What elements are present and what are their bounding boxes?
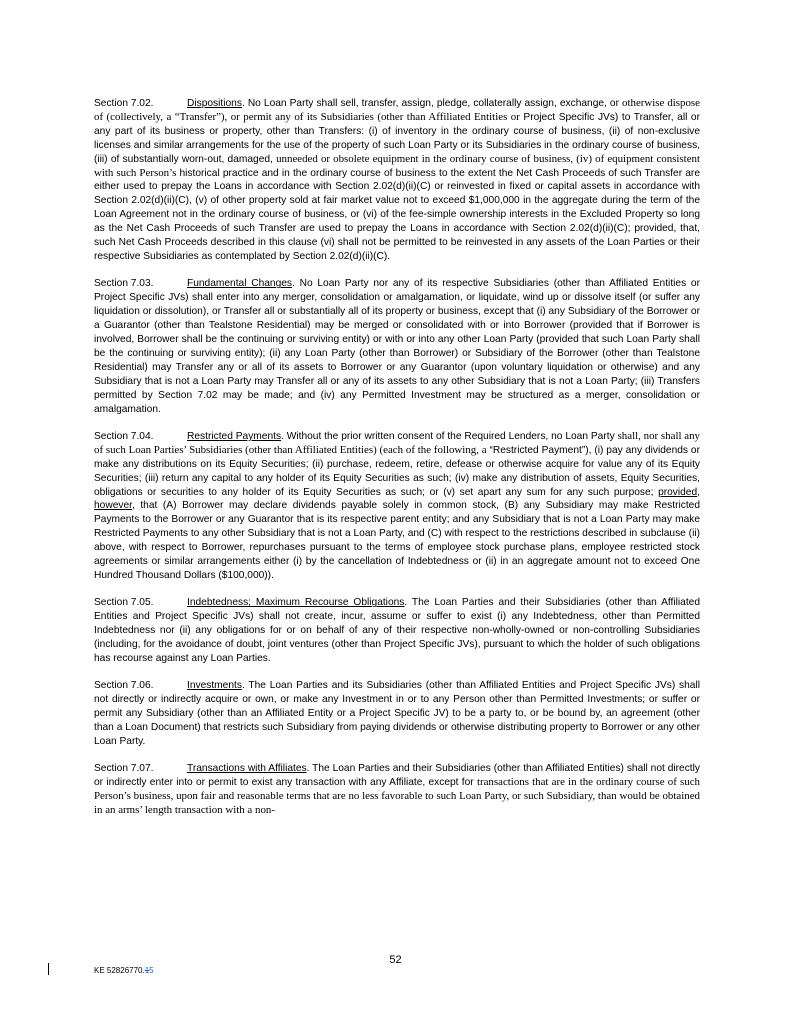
section-number: Section 7.04. <box>94 430 154 442</box>
section-heading: Investments <box>187 680 242 692</box>
section-7-06 <box>94 679 700 749</box>
section-number: Section 7.06. <box>94 680 154 692</box>
section-text: , <box>697 486 700 498</box>
section-text: transactions that are in the ordinary course of such Person’s business, upon fair and reasonable terms that are no less favorable to such Loan Party, or such Subsidiary, than would be obtained in an arms’ length transaction with a non- <box>94 776 700 817</box>
section-text: . No Loan Party nor any of its respective Subsidiaries (other than Affiliated Entities or Project Specific JVs) shall enter into any merger, consolidation or amalgamation, or liquidate, wind up or dissolve itself (or suffer any liquidation or dissolution), or Transfer all or substantially all of its property or business, except that (i) any Subsidiary of the Borrower or a Guarantor (other than Tealstone Residential) may be merged or consolidated with or into Borrower (provided that if Borrower is involved, Borrower shall be the continuing or surviving entity) or with or into any other Loan Party (provided that such Loan Party shall be the continuing or surviving entity); (ii) any Loan Party (other than Borrower) or Subsidiary of the Borrower (other than Tealstone Residential) may Transfer any or all of its assets to Borrower or any Guarantor (upon voluntary liquidation or otherwise) and any Subsidiary that is not a Loan Party may Transfer all or any of its assets to any other Subsidiary that is not a Loan Party; (iii) Transfers permitted by Section 7.02 may be made; and (iv) any Permitted Investment may be structured as a merger, consolidation or amalgamation. <box>94 278 700 415</box>
section-text: “Restricted Payment”), (i) pay any dividends or make any distributions on its Equity Securities; (ii) purchase, redeem, retire, defease or otherwise acquire for value any of its Equity Securities; (iii) return any capital to any holder of its Equity Securities as such; (iv) make any distribution of assets, Equity Securities, obligations or securities to any holder of its Equity Securities as such; or (v) set apart any sum for any such purpose; <box>94 444 700 498</box>
section-text: . The Loan Parties and its Subsidiaries (other than Affiliated Entities and Project Specific JVs) shall not directly or indirectly acquire or own, or make any Investment in or to any Person other than Permitted Investments; or suffer or permit any Subsidiary (other than an Affiliated Entity or a Project Specific JV) to be a party to, or be bound by, an agreement (other than a Loan Document) that restricts such Subsidiary from paying dividends or otherwise distributing property to Borrower or any other Loan Party. <box>94 680 700 748</box>
footer-document-id <box>94 966 154 975</box>
section-7-02 <box>94 97 700 264</box>
section-heading: Transactions with Affiliates <box>187 763 307 775</box>
section-text: Project Specific JVs) to Transfer, all or any part of its business or property, other than Transfers: (i) of inventory in the ordinary course of business, (ii) of non-exclusive licenses and similar arrangements for the use of the property of such Loan Party or its Subsidiaries in the ordinary course of business, (iii) of substantially worn-out, damaged, <box>94 111 700 165</box>
section-text: historical practice and in the ordinary course of business to the extent the Net Cash Proceeds of such Transfer are either used to prepay the Loans in accordance with Section 2.02(d)(ii)(C) or reinvested in fixed or capital assets in accordance with Section 2.02(d)(ii)(C), (v) of other property sold at fair market value not to exceed $1,000,000 in the aggregate during the term of the Loan Agreement not in the ordinary course of business, or (vi) of the fee-simple ownership interests in the Excluded Property so long as the Net Cash Proceeds of such Transfer are used to prepay the Loans in accordance with Section 2.02(d)(ii)(C); provided, that, such Net Cash Proceeds described in this clause (vi) shall not be permitted to be reinvested in any assets of the Loan Parties or their respective Subsidiaries as contemplated by Section 2.02(d)(ii)(C). <box>94 167 700 262</box>
change-bar <box>48 963 49 975</box>
deleted-version: 1 <box>144 966 150 975</box>
section-text: . No Loan Party shall sell, transfer, assign, pledge, collaterally assign, exchange, or <box>241 98 623 109</box>
section-text: . Without the prior written consent of the Required Lenders, no Loan Party <box>281 430 618 442</box>
section-heading: Indebtedness; Maximum Recourse Obligations <box>187 597 405 609</box>
section-text: . The Loan Parties and their Subsidiaries (other than Affiliated Entities) shall not directly or indirectly enter into or permit to exist any transaction with any Affiliate, except for <box>94 763 700 789</box>
section-7-05 <box>94 596 700 666</box>
document-body <box>94 97 700 832</box>
inserted-version: 5 <box>149 966 154 975</box>
section-number: Section 7.07. <box>94 763 154 775</box>
section-text: . The Loan Parties and their Subsidiaries (other than Affiliated Entities and Project Specific JVs) shall not create, incur, assume or suffer to exist (i) any Indebtedness, other than Permitted Indebtedness nor (ii) any obligations for or on behalf of any of their respective non-wholly-owned or non-controlling Subsidiaries (including, for the avoidance of doubt, joint ventures (other than Project Specific JVs), pursuant to which the holder of such obligations has recourse against any Loan Parties. <box>94 597 701 665</box>
section-heading: Dispositions <box>187 98 242 109</box>
section-text: shall, nor shall any of such Loan Parties’ Subsidiaries (other than Affiliated Entities) (each of the following, a <box>94 429 700 456</box>
section-heading: Fundamental Changes <box>187 278 293 290</box>
section-text-underlined: provided <box>658 486 698 498</box>
section-7-07 <box>94 762 700 818</box>
section-text: unneeded or obsolete equipment in the ordinary course of business, (iv) of equipment consistent with such Person’s <box>94 152 700 179</box>
section-number: Section 7.02. <box>94 98 154 109</box>
section-text: , that (A) Borrower may declare dividends payable solely in common stock, (B) any Subsidiary may make Restricted Payments to the Borrower or any Guarantor that is its respective parent entity; and any Subsidiary that is not a Loan Party may make Restricted Payments to any other Subsidiary that is not a Loan Party, and (C) with respect to the restrictions described in subclause (ii) above, with respect to Borrower, repurchases pursuant to the terms of employee stock purchase plans, employee restricted stock agreements or similar arrangements either (i) by the cancellation of Indebtedness or (ii) in an aggregate amount not to exceed One Hundred Thousand Dollars ($100,000)). <box>94 500 700 581</box>
section-number: Section 7.05. <box>94 597 154 609</box>
section-7-04 <box>94 430 700 583</box>
section-text: otherwise dispose of (collectively, a “Transfer”), or permit any of its Subsidiaries (other than Affiliated Entities or <box>94 97 700 123</box>
doc-id: KE 52826770. <box>94 966 145 975</box>
section-heading: Restricted Payments <box>187 430 282 442</box>
section-7-03 <box>94 277 700 416</box>
page-number: 52 <box>389 954 402 966</box>
section-number: Section 7.03. <box>94 278 154 290</box>
section-text-underlined: however <box>94 500 132 512</box>
